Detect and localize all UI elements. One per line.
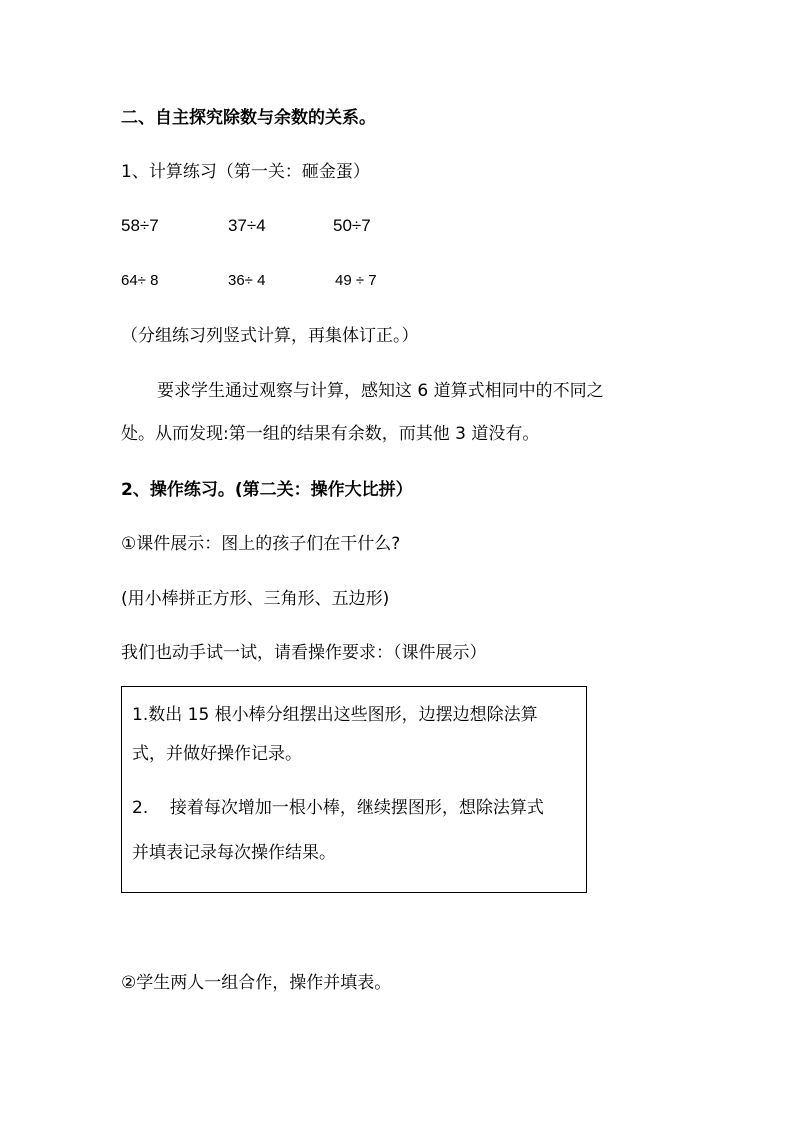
- division-expression: 37÷4: [228, 216, 266, 235]
- item1-title: 1、计算练习（第一关：砸金蛋）: [121, 162, 370, 182]
- step2-text: ②学生两人一组合作，操作并填表。: [121, 973, 392, 993]
- requirement-line-2: 式，并做好操作记录。: [132, 744, 302, 764]
- step1-prompt: 我们也动手试一试，请看操作要求：（课件展示）: [121, 643, 487, 663]
- division-expression: 49 ÷ 7: [335, 272, 377, 289]
- paragraph-line-2: 处。从而发现:第一组的结果有余数，而其他 3 道没有。: [121, 424, 540, 444]
- section-title: 二、自主探究除数与余数的关系。: [121, 108, 376, 128]
- requirement-line-4: 并填表记录每次操作结果。: [132, 843, 336, 863]
- division-row-2: [121, 269, 541, 293]
- division-expression: 58÷7: [121, 216, 159, 235]
- requirements-box: [121, 686, 587, 893]
- division-expression: 36÷ 4: [228, 272, 266, 289]
- paragraph-line-1: 要求学生通过观察与计算，感知这 6 道算式相同中的不同之: [157, 381, 604, 401]
- division-expression: 64÷ 8: [121, 272, 159, 289]
- note-vertical: （分组练习列竖式计算，再集体订正。）: [121, 326, 419, 346]
- division-row-1: [121, 214, 541, 238]
- step1-answer: (用小棒拼正方形、三角形、五边形): [121, 589, 390, 609]
- division-expression: 50÷7: [333, 216, 371, 235]
- requirement-line-1: 1.数出 15 根小棒分组摆出这些图形，边摆边想除法算: [132, 705, 538, 725]
- step1-text: ①课件展示：图上的孩子们在干什么?: [121, 534, 401, 554]
- requirement-line-3: 2. 接着每次增加一根小棒，继续摆图形，想除法算式: [132, 798, 544, 818]
- item2-title: 2、操作练习。(第二关：操作大比拼）: [121, 480, 413, 500]
